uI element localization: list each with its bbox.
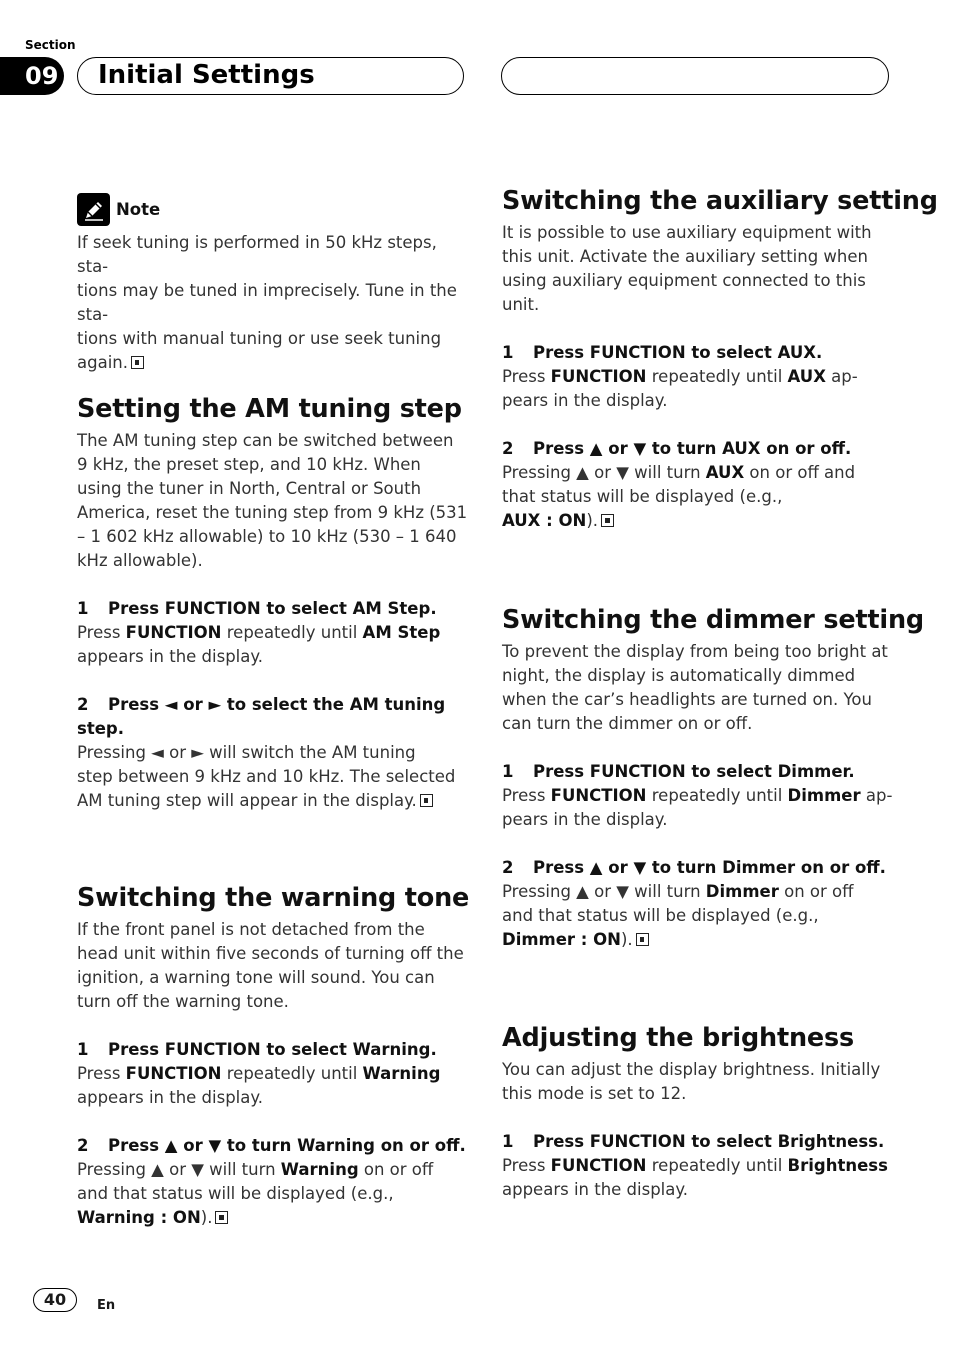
chapter-title: Initial Settings xyxy=(98,60,315,90)
am-step-1-title: 1 Press FUNCTION to select AM Step. xyxy=(77,599,437,618)
am-step-1-text: Press FUNCTION repeatedly until AM Step appears in the display. xyxy=(77,623,441,666)
brightness-step-1-title: 1 Press FUNCTION to select Brightness. xyxy=(502,1132,885,1151)
pencil-note-icon xyxy=(77,193,110,226)
end-mark-icon xyxy=(636,933,649,946)
aux-intro: It is possible to use auxiliary equipment with this unit. Activate the auxiliary setting when using auxiliary equipment connected to this unit. xyxy=(502,223,872,314)
warning-step-1-text: Press FUNCTION repeatedly until Warning appears in the display. xyxy=(77,1064,441,1107)
dimmer-step-2-text: Pressing ▲ or ▼ will turn Dimmer on or off and that status will be displayed (e.g., Dimmer : ON). xyxy=(502,882,854,949)
warning-step-2-title: 2 Press ▲ or ▼ to turn Warning on or off. xyxy=(77,1136,466,1155)
am-step-2-text: Pressing ◄ or ► will switch the AM tuning step between 9 kHz and 10 kHz. The selected AM tuning step will appear in the display. xyxy=(77,743,456,810)
am-step-heading: Setting the AM tuning step xyxy=(77,394,462,424)
aux-step-2-text: Pressing ▲ or ▼ will turn AUX on or off and that status will be displayed (e.g., AUX : ON). xyxy=(502,463,856,530)
warning-section xyxy=(77,883,469,1230)
am-step-section xyxy=(77,394,469,813)
dimmer-step-2-title: 2 Press ▲ or ▼ to turn Dimmer on or off. xyxy=(502,858,886,877)
end-mark-icon xyxy=(131,356,144,369)
warning-intro: If the front panel is not detached from the head unit within five seconds of turning off the ignition, a warning tone will sound. You can turn off the warning tone. xyxy=(77,920,464,1011)
chapter-title-frame xyxy=(77,57,464,95)
brightness-heading: Adjusting the brightness xyxy=(502,1023,854,1053)
brightness-step-1-text: Press FUNCTION repeatedly until Brightness appears in the display. xyxy=(502,1156,888,1199)
warning-step-1-title: 1 Press FUNCTION to select Warning. xyxy=(77,1040,437,1059)
am-step-intro: The AM tuning step can be switched between 9 kHz, the preset step, and 10 kHz. When using the tuner in North, Central or South America, reset the tuning step from 9 kHz (531 – 1 602 kHz allowable) to 10 kHz (530 – 1 640 kHz allowable). xyxy=(77,431,468,570)
dimmer-step-1-title: 1 Press FUNCTION to select Dimmer. xyxy=(502,762,855,781)
end-mark-icon xyxy=(215,1211,228,1224)
section-number-badge: 09 xyxy=(0,57,64,95)
aux-heading: Switching the auxiliary setting xyxy=(502,186,938,216)
warning-step-2-text: Pressing ▲ or ▼ will turn Warning on or off and that status will be displayed (e.g., Warning : ON). xyxy=(77,1160,434,1227)
aux-section xyxy=(502,186,938,533)
end-mark-icon xyxy=(601,514,614,527)
aux-step-2-title: 2 Press ▲ or ▼ to turn AUX on or off. xyxy=(502,439,852,458)
aux-step-1-text: Press FUNCTION repeatedly until AUX ap- pears in the display. xyxy=(502,367,858,410)
warning-heading: Switching the warning tone xyxy=(77,883,470,913)
note-header xyxy=(77,193,469,226)
dimmer-section xyxy=(502,605,924,952)
section-label: Section xyxy=(25,38,76,52)
dimmer-step-1-text: Press FUNCTION repeatedly until Dimmer ap- pears in the display. xyxy=(502,786,893,829)
header-blank-frame xyxy=(501,57,889,95)
am-step-2-title: 2 Press ◄ or ► to select the AM tuning step. xyxy=(77,695,446,738)
dimmer-heading: Switching the dimmer setting xyxy=(502,605,924,635)
language-code: En xyxy=(97,1298,116,1313)
aux-step-1-title: 1 Press FUNCTION to select AUX. xyxy=(502,343,823,362)
end-mark-icon xyxy=(420,794,433,807)
note-block xyxy=(77,193,469,375)
dimmer-intro: To prevent the display from being too bright at night, the display is automatically dimmed when the car’s headlights are turned on. You can turn the dimmer on or off. xyxy=(502,642,888,733)
note-text: If seek tuning is performed in 50 kHz steps, sta- tions may be tuned in imprecisely. Tune in the sta- tions with manual tuning or use seek tuning again. xyxy=(77,233,457,372)
page-number: 40 xyxy=(33,1288,77,1312)
brightness-section xyxy=(502,1023,894,1202)
note-label: Note xyxy=(116,200,161,219)
brightness-intro: You can adjust the display brightness. Initially this mode is set to 12. xyxy=(502,1060,881,1103)
